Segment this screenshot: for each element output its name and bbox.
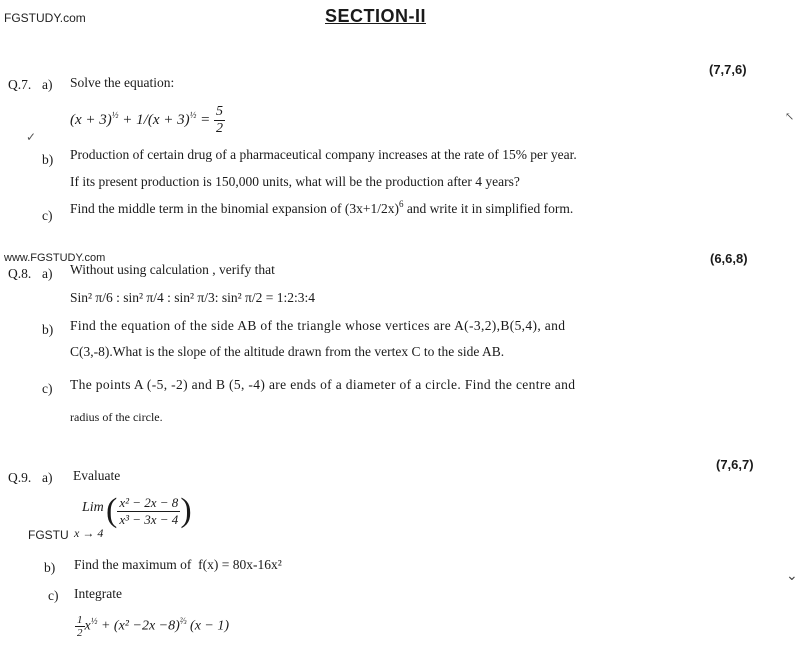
q7b-text-line2: If its present production is 150,000 units, what will be the production after 4 years? <box>70 174 520 189</box>
q8c-label: c) <box>42 381 53 396</box>
q8a-text: Without using calculation , verify that <box>70 262 275 277</box>
q9-number: Q.9. <box>8 470 32 485</box>
q8b-text: Find the equation of the side AB of the triangle whose vertices are A(-3,2),B(5,4), and <box>70 318 566 333</box>
q9c-equation: $\frac{1}{2}$ $x^{\frac{1}{2}} + (x^2 -2x -8)^{\frac{2}{3}}$ (x − 1) <box>77 614 230 639</box>
q7a-text: Solve the equation: <box>70 75 175 90</box>
q9b-text: Find the maximum of f(x) = 80x-16x² <box>74 557 282 572</box>
q9-marks: (7,6,7) <box>716 457 754 472</box>
q8b-label: b) <box>42 322 54 337</box>
arrow-icon: ↖ <box>785 111 795 123</box>
q7b-label: b) <box>42 152 54 167</box>
q7c-label: c) <box>42 208 53 223</box>
q7a-equation: $(x + 3)^{\frac{1}{2}} + 1/(x + 3)^{\frac{1}{2}}$ = $\frac{5}{2}$ <box>70 104 224 136</box>
q9a-label: a) <box>42 470 53 485</box>
chevron-down-icon: ⌄ <box>786 569 798 584</box>
watermark-top: FGSTUDY.com <box>4 11 86 25</box>
q8c-text-line2: radius of the circle. <box>70 410 163 424</box>
q7b-text: Production of certain drug of a pharmaceutical company increases at the rate of 15% per year. <box>70 147 577 162</box>
q9c-label: c) <box>48 588 59 603</box>
q7-number: Q.7. <box>8 77 32 92</box>
watermark-bottom: FGSTU <box>28 528 69 542</box>
q9a-fraction: ( $\frac{\text{x² − 2x − 8}}{\text{x³ − 3x − 4}}$ ) <box>106 492 192 529</box>
q8-number: Q.8. <box>8 266 32 281</box>
q9a-text: Evaluate <box>73 468 121 483</box>
section-title: SECTION-II <box>325 6 427 26</box>
q7-marks: (7,7,6) <box>709 62 747 77</box>
q9a-limit-word: Lim <box>82 500 104 515</box>
q8c-text: The points A (-5, -2) and B (5, -4) are ends of a diameter of a circle. Find the centre and <box>70 377 576 392</box>
q9c-text: Integrate <box>74 586 122 601</box>
q7a-label: a) <box>42 77 53 92</box>
q9b-label: b) <box>44 560 56 575</box>
watermark-mid: www.FGSTUDY.com <box>4 252 106 264</box>
q9a-limit-under: x → 4 <box>74 526 104 540</box>
q8-marks: (6,6,8) <box>710 251 748 266</box>
q8a-label: a) <box>42 266 53 281</box>
q7c-text: Find the middle term in the binomial expansion of $(3x+1/2x)^6$ and write it in simplified form. <box>70 199 574 216</box>
q8b-text-line2: C(3,-8).What is the slope of the altitude drawn from the vertex C to the side AB. <box>70 344 505 359</box>
decorative-mark-icon: ✓ <box>26 130 37 144</box>
q8a-equation: Sin² π/6 : sin² π/4 : sin² π/3: sin² π/2 = 1:2:3:4 <box>70 290 315 305</box>
